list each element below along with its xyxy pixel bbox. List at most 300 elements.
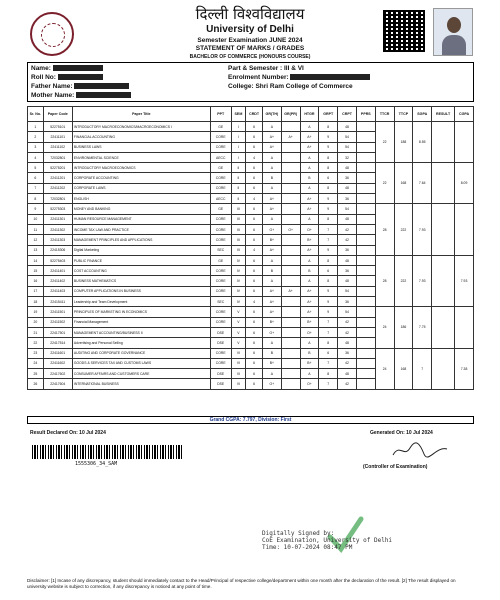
table-cell: 6 xyxy=(28,173,44,183)
table-cell: A+ xyxy=(300,204,319,214)
table-cell: 42 xyxy=(338,379,357,389)
table-cell: CORE xyxy=(210,132,231,142)
table-cell: 36 xyxy=(338,348,357,358)
table-cell: DSE xyxy=(210,338,231,348)
table-cell: 6 xyxy=(246,204,263,214)
course-title: BACHELOR OF COMMERCE (HONOURS COURSE) xyxy=(189,54,311,60)
table-cell: 4 xyxy=(246,194,263,204)
table-cell: 22411401 xyxy=(43,266,72,276)
table-cell: A+ xyxy=(300,286,319,296)
table-header-cell: SEM xyxy=(231,107,246,122)
table-cell xyxy=(356,276,375,286)
table-cell: 7 xyxy=(28,183,44,193)
table-cell: 20 xyxy=(28,317,44,327)
summary-result-cell xyxy=(432,122,455,163)
table-cell: 6 xyxy=(246,276,263,286)
table-cell: FINANCIAL ACCOUNTING xyxy=(72,132,210,142)
table-cell: 15 xyxy=(28,266,44,276)
table-cell: 6 xyxy=(246,142,263,152)
table-cell: IV xyxy=(231,297,246,307)
table-cell xyxy=(281,327,300,337)
table-cell xyxy=(356,245,375,255)
table-row xyxy=(28,307,474,317)
table-header-cell: Paper Code xyxy=(43,107,72,122)
table-cell xyxy=(281,266,300,276)
table-cell: 6 xyxy=(246,327,263,337)
table-cell: 7 xyxy=(319,224,338,234)
table-cell: V xyxy=(231,327,246,337)
table-cell xyxy=(281,276,300,286)
table-cell: CORE xyxy=(210,348,231,358)
table-cell: 8 xyxy=(319,338,338,348)
table-cell: 22411402 xyxy=(43,276,72,286)
table-header-row xyxy=(28,107,474,122)
table-cell xyxy=(356,317,375,327)
table-cell: A xyxy=(262,122,281,132)
table-cell: B xyxy=(262,266,281,276)
table-cell xyxy=(356,173,375,183)
table-cell: AECC xyxy=(210,194,231,204)
table-cell xyxy=(356,286,375,296)
table-cell: 48 xyxy=(338,255,357,265)
roll-label: Roll No: xyxy=(31,74,56,81)
hindi-title: दिल्ली विश्वविद्यालय xyxy=(195,5,305,23)
university-seal-icon xyxy=(30,12,74,56)
table-cell: 22411303 xyxy=(43,235,72,245)
table-cell: A+ xyxy=(262,286,281,296)
table-cell: A+ xyxy=(300,245,319,255)
table-cell: 42 xyxy=(338,235,357,245)
statement-title: STATEMENT OF MARKS / GRADES xyxy=(195,45,305,52)
table-cell: A+ xyxy=(262,307,281,317)
table-cell: 9 xyxy=(319,245,338,255)
table-cell: 48 xyxy=(338,369,357,379)
summary-ttcp-cell: 168 xyxy=(394,348,413,389)
table-cell: IV xyxy=(231,286,246,296)
table-cell: INTRODUCTORY MACROECONOMICS xyxy=(72,163,210,173)
table-cell xyxy=(281,348,300,358)
table-cell: A xyxy=(300,214,319,224)
table-cell: BUSINESS MATHEMATICS xyxy=(72,276,210,286)
table-cell: A+ xyxy=(262,132,281,142)
redacted-name xyxy=(53,65,103,71)
summary-ttcr-cell: 24 xyxy=(375,307,394,348)
table-cell: CORE xyxy=(210,266,231,276)
table-cell: 48 xyxy=(338,163,357,173)
table-cell: 9 xyxy=(319,297,338,307)
summary-ttcr-cell: 28 xyxy=(375,255,394,306)
table-cell xyxy=(356,338,375,348)
table-cell: INTRODUCTORY MACROECONOMICS/MACROECONOMICS I xyxy=(72,122,210,132)
table-cell: 22411202 xyxy=(43,183,72,193)
table-cell: 48 xyxy=(338,183,357,193)
table-cell xyxy=(281,122,300,132)
redacted-mother xyxy=(76,92,131,98)
table-cell: 4 xyxy=(246,245,263,255)
table-cell: MONEY AND BANKING xyxy=(72,204,210,214)
table-cell: A xyxy=(300,122,319,132)
table-cell: B+ xyxy=(300,235,319,245)
table-cell: CORE xyxy=(210,317,231,327)
table-cell: 7 xyxy=(319,358,338,368)
table-cell: VI xyxy=(231,358,246,368)
table-cell: VI xyxy=(231,379,246,389)
table-cell: 9 xyxy=(319,307,338,317)
table-cell: A xyxy=(262,338,281,348)
table-cell: 22417602 xyxy=(43,369,72,379)
table-cell xyxy=(356,224,375,234)
table-cell: 22411501 xyxy=(43,307,72,317)
table-cell: 72032801 xyxy=(43,152,72,162)
table-header-cell: RESULT xyxy=(432,107,455,122)
table-cell: 22411602 xyxy=(43,358,72,368)
table-cell: 24 xyxy=(28,358,44,368)
table-cell: 9 xyxy=(319,204,338,214)
part-semester: Part & Semester : III & VI xyxy=(228,65,304,72)
student-info-box xyxy=(27,62,474,102)
marks-table xyxy=(27,106,474,390)
mother-label: Mother Name: xyxy=(31,92,75,99)
controller-signature-icon xyxy=(390,440,450,460)
table-cell: CORE xyxy=(210,235,231,245)
table-cell: B+ xyxy=(300,358,319,368)
summary-sgpa-cell: 8.55 xyxy=(413,122,432,163)
table-cell: A xyxy=(300,152,319,162)
table-cell: 42 xyxy=(338,358,357,368)
table-cell: A xyxy=(300,183,319,193)
table-cell xyxy=(281,307,300,317)
controller-label: (Controller of Examination) xyxy=(363,464,428,470)
table-cell: 22411403 xyxy=(43,286,72,296)
table-cell: HUMAN RESOURCE MANAGEMENT xyxy=(72,214,210,224)
table-cell: 22 xyxy=(28,338,44,348)
table-cell: V xyxy=(231,317,246,327)
table-cell: 22417501 xyxy=(43,327,72,337)
table-cell: 8 xyxy=(319,255,338,265)
table-cell: B+ xyxy=(300,317,319,327)
table-cell: A xyxy=(262,214,281,224)
table-cell xyxy=(281,173,300,183)
table-cell: A xyxy=(300,163,319,173)
redacted-roll xyxy=(58,74,103,80)
table-cell: GOODS & SERVICES TAX AND CUSTOMS LAWS xyxy=(72,358,210,368)
table-cell: II xyxy=(231,163,246,173)
table-cell: PRINCIPLES OF MARKETING IN ECONOMICS xyxy=(72,307,210,317)
table-cell: 6 xyxy=(246,183,263,193)
table-cell: 8 xyxy=(319,152,338,162)
table-cell: III xyxy=(231,224,246,234)
table-cell: A xyxy=(262,255,281,265)
university-name: University of Delhi xyxy=(206,24,294,35)
digital-line-2: CoE Examination, University of Delhi xyxy=(262,537,393,544)
table-cell: A xyxy=(262,183,281,193)
table-cell: 42 xyxy=(338,224,357,234)
table-cell: GE xyxy=(210,204,231,214)
table-cell: 9 xyxy=(319,132,338,142)
table-cell: O+ xyxy=(300,327,319,337)
table-cell: 18 xyxy=(28,297,44,307)
table-cell: 36 xyxy=(338,297,357,307)
barcode-text: 1555306_34_SAM xyxy=(75,461,118,467)
table-cell xyxy=(281,152,300,162)
table-header-cell: GR(PR) xyxy=(281,107,300,122)
table-cell: 6 xyxy=(246,358,263,368)
digital-line-1: Digitally Signed by: xyxy=(262,530,335,537)
table-cell xyxy=(281,194,300,204)
table-cell: 11 xyxy=(28,224,44,234)
table-cell: O+ xyxy=(262,327,281,337)
qr-code-icon xyxy=(383,10,425,52)
table-header-cell: CRDT xyxy=(246,107,263,122)
table-cell: VI xyxy=(231,369,246,379)
table-cell: 22411502 xyxy=(43,317,72,327)
table-cell: II xyxy=(231,194,246,204)
table-row xyxy=(28,122,474,132)
table-cell: III xyxy=(231,204,246,214)
table-header-cell: TTCR xyxy=(375,107,394,122)
table-cell xyxy=(356,194,375,204)
table-cell: DSE xyxy=(210,327,231,337)
table-cell: CORE xyxy=(210,183,231,193)
summary-cgpa-cell: 7.93 xyxy=(455,255,474,306)
table-cell: 7 xyxy=(319,317,338,327)
table-cell: 54 xyxy=(338,204,357,214)
table-cell: IV xyxy=(231,266,246,276)
table-header-cell: CRPT xyxy=(338,107,357,122)
table-cell: INTERNATIONAL BUSINESS xyxy=(72,379,210,389)
table-cell: IV xyxy=(231,255,246,265)
table-cell: 42 xyxy=(338,317,357,327)
table-cell: I xyxy=(231,132,246,142)
table-cell: 8 xyxy=(319,276,338,286)
table-cell: BUSINESS LAWS xyxy=(72,142,210,152)
summary-cgpa-cell: 8.09 xyxy=(455,163,474,204)
table-cell: 6 xyxy=(319,266,338,276)
table-cell: DSE xyxy=(210,369,231,379)
table-cell: I xyxy=(231,142,246,152)
table-cell: PUBLIC FINANCE xyxy=(72,255,210,265)
table-cell: A+ xyxy=(262,245,281,255)
table-cell: A xyxy=(300,255,319,265)
table-cell: 17 xyxy=(28,286,44,296)
table-cell: GE xyxy=(210,122,231,132)
table-cell: COST ACCOUNTING xyxy=(72,266,210,276)
table-cell: B xyxy=(300,173,319,183)
table-cell: V xyxy=(231,307,246,317)
table-cell xyxy=(356,307,375,317)
table-cell xyxy=(356,204,375,214)
summary-sgpa-cell: 7.93 xyxy=(413,255,432,306)
summary-sgpa-cell: 7.93 xyxy=(413,204,432,255)
table-cell: 6 xyxy=(246,163,263,173)
table-cell: 8 xyxy=(319,183,338,193)
table-cell: CORE xyxy=(210,286,231,296)
table-cell: O+ xyxy=(300,224,319,234)
table-cell xyxy=(356,214,375,224)
result-declared: Result Declared On: 10 Jul 2024 xyxy=(30,430,106,436)
table-cell xyxy=(356,379,375,389)
summary-sgpa-cell: 7 xyxy=(413,348,432,389)
table-cell: 6 xyxy=(319,173,338,183)
table-cell: 14 xyxy=(28,255,44,265)
table-cell xyxy=(356,369,375,379)
table-cell: A xyxy=(262,276,281,286)
table-cell xyxy=(356,142,375,152)
table-cell: 36 xyxy=(338,245,357,255)
table-cell: 6 xyxy=(246,122,263,132)
table-cell: Digital Marketing xyxy=(72,245,210,255)
table-cell: 52275403 xyxy=(43,255,72,265)
father-label: Father Name: xyxy=(31,83,73,90)
table-row xyxy=(28,255,474,265)
redacted-father xyxy=(74,83,129,89)
table-cell: 8 xyxy=(319,122,338,132)
table-cell: AECC xyxy=(210,152,231,162)
table-cell: 36 xyxy=(338,173,357,183)
table-cell: O+ xyxy=(262,379,281,389)
table-cell: III xyxy=(231,245,246,255)
table-cell: Financial Management xyxy=(72,317,210,327)
table-cell xyxy=(356,152,375,162)
table-cell: 4 xyxy=(246,152,263,162)
table-cell: O+ xyxy=(262,224,281,234)
table-cell xyxy=(281,255,300,265)
table-cell: CORPORATE LAWS xyxy=(72,183,210,193)
summary-ttcr-cell: 24 xyxy=(375,348,394,389)
table-cell: 22417604 xyxy=(43,379,72,389)
table-cell: CORE xyxy=(210,224,231,234)
table-cell: 5 xyxy=(28,163,44,173)
table-cell: 6 xyxy=(246,255,263,265)
table-cell: B+ xyxy=(262,358,281,368)
table-cell: 54 xyxy=(338,286,357,296)
table-cell: B xyxy=(262,348,281,358)
summary-result-cell xyxy=(432,204,455,255)
table-cell: 6 xyxy=(246,286,263,296)
table-cell: 6 xyxy=(246,379,263,389)
table-cell: 4 xyxy=(246,297,263,307)
table-cell: 52275101 xyxy=(43,122,72,132)
table-cell: 25 xyxy=(28,369,44,379)
table-cell: CONSUMER AFFAIRS AND CUSTOMERS CARE xyxy=(72,369,210,379)
table-header-cell: HTGR xyxy=(300,107,319,122)
table-cell: III xyxy=(231,214,246,224)
table-cell: GE xyxy=(210,255,231,265)
summary-result-cell xyxy=(432,307,455,348)
table-cell: IV xyxy=(231,276,246,286)
table-cell: 10 xyxy=(28,214,44,224)
summary-ttcr-cell: 22 xyxy=(375,163,394,204)
college-name: College: Shri Ram College of Commerce xyxy=(228,83,353,90)
summary-result-cell xyxy=(432,163,455,204)
table-cell: 22411201 xyxy=(43,173,72,183)
table-cell: 4 xyxy=(28,152,44,162)
table-cell: CORE xyxy=(210,358,231,368)
table-cell: 22411101 xyxy=(43,132,72,142)
table-cell xyxy=(356,132,375,142)
table-cell: III xyxy=(231,235,246,245)
table-cell: A+ xyxy=(262,297,281,307)
table-cell: 21 xyxy=(28,327,44,337)
table-cell: 16 xyxy=(28,276,44,286)
table-cell: 8 xyxy=(319,163,338,173)
table-cell: 3 xyxy=(28,142,44,152)
table-cell xyxy=(281,379,300,389)
table-cell: 8 xyxy=(319,214,338,224)
summary-ttcp-cell: 222 xyxy=(394,204,413,255)
barcode-icon xyxy=(32,445,182,459)
table-cell: 22415411 xyxy=(43,297,72,307)
table-cell: 22411302 xyxy=(43,224,72,234)
table-cell: CORE xyxy=(210,307,231,317)
table-cell: A xyxy=(262,369,281,379)
table-header-cell: GRPT xyxy=(319,107,338,122)
summary-sgpa-cell: 7.64 xyxy=(413,163,432,204)
table-cell: A+ xyxy=(300,307,319,317)
summary-ttcr-cell: 28 xyxy=(375,204,394,255)
table-cell: 9 xyxy=(319,194,338,204)
table-cell: INCOME TAX LAW AND PRACTICE xyxy=(72,224,210,234)
table-cell: COMPUTER APPLICATIONS IN BUSINESS xyxy=(72,286,210,296)
table-row xyxy=(28,163,474,173)
table-cell xyxy=(356,122,375,132)
table-header-cell: PPRS xyxy=(356,107,375,122)
table-cell: 52275303 xyxy=(43,204,72,214)
student-photo xyxy=(433,8,473,56)
table-cell: 72032801 xyxy=(43,194,72,204)
table-cell: 6 xyxy=(246,224,263,234)
table-cell: 52275201 xyxy=(43,163,72,173)
summary-ttcp-cell: 188 xyxy=(394,122,413,163)
table-cell: 54 xyxy=(338,132,357,142)
table-header-cell: TTCP xyxy=(394,107,413,122)
table-cell: 48 xyxy=(338,276,357,286)
table-cell: A+ xyxy=(262,142,281,152)
table-cell: V xyxy=(231,338,246,348)
table-cell: 6 xyxy=(246,317,263,327)
table-cell: I xyxy=(231,152,246,162)
table-cell xyxy=(281,214,300,224)
table-cell: O+ xyxy=(281,224,300,234)
table-cell: A xyxy=(262,163,281,173)
table-cell: 22411102 xyxy=(43,142,72,152)
summary-ttcp-cell: 168 xyxy=(394,163,413,204)
table-cell: I xyxy=(231,122,246,132)
table-cell: A+ xyxy=(281,132,300,142)
table-cell: A+ xyxy=(300,297,319,307)
summary-result-cell xyxy=(432,348,455,389)
table-cell: 6 xyxy=(246,214,263,224)
table-cell: 8 xyxy=(28,194,44,204)
grand-cgpa: Grand CGPA: 7.797, Division: First xyxy=(27,416,474,424)
table-cell: A xyxy=(262,152,281,162)
table-cell: II xyxy=(231,173,246,183)
table-cell: AUDITING AND CORPORATE GOVERNANCE xyxy=(72,348,210,358)
table-cell: B+ xyxy=(262,235,281,245)
table-cell xyxy=(281,317,300,327)
table-cell xyxy=(281,235,300,245)
table-cell: II xyxy=(231,183,246,193)
table-cell: CORE xyxy=(210,214,231,224)
table-cell: 7 xyxy=(319,327,338,337)
summary-ttcp-cell: 222 xyxy=(394,255,413,306)
table-cell: 6 xyxy=(246,348,263,358)
table-cell: 48 xyxy=(338,122,357,132)
table-cell: 9 xyxy=(319,286,338,296)
table-cell: 19 xyxy=(28,307,44,317)
table-cell xyxy=(356,358,375,368)
table-cell xyxy=(356,327,375,337)
